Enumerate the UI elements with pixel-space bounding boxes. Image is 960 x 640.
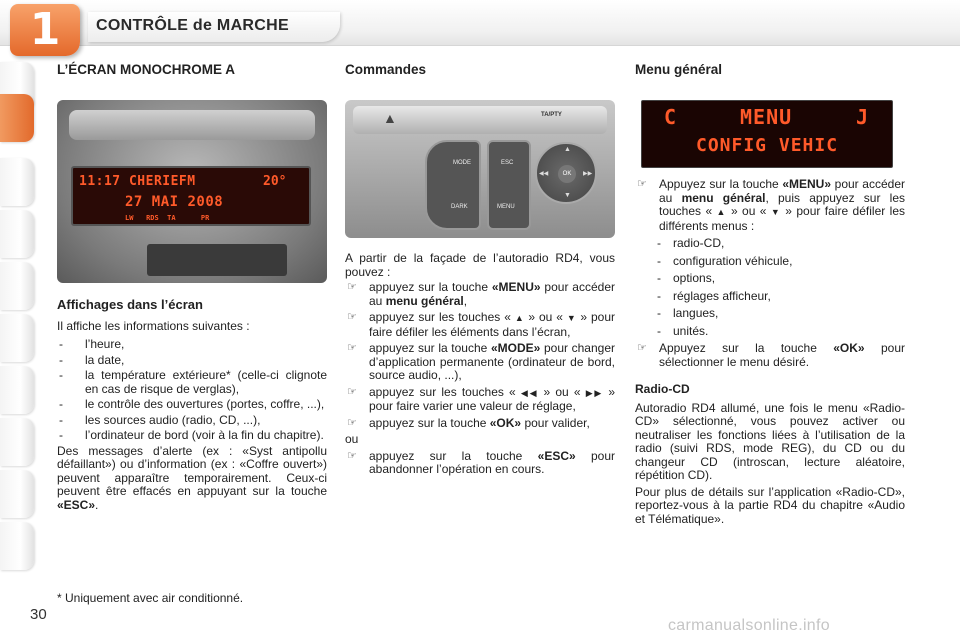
menus-list xyxy=(657,237,905,338)
menu-lcd-right-bracket: J xyxy=(856,105,869,129)
menu-instructions xyxy=(635,178,905,233)
radio-cd-paragraph-1: Autoradio RD4 allumé, une fois le menu «Radio-CD» sélectionné, vous pouvez activer ou neutraliser les fonctions liées à l’utilisation de la radio (suivi RDS, mode REG), du CD ou du changeur CD (introscan, lecture aléatoire, répétition CD). xyxy=(635,400,905,482)
list-item: ☞ Appuyez sur la touche «OK» pour sélectionner le menu désiré. xyxy=(637,341,906,369)
dashboard-trim xyxy=(69,110,315,140)
column-2-text xyxy=(345,252,615,480)
list-item: - réglages afficheur, xyxy=(657,290,905,304)
menu-button[interactable]: MENU xyxy=(497,204,515,210)
side-tab-6[interactable] xyxy=(0,366,34,414)
mode-button[interactable]: MODE xyxy=(453,160,471,166)
down-arrow-icon: ▼ xyxy=(770,207,781,217)
side-tab-8[interactable] xyxy=(0,470,34,518)
hazard-icon[interactable]: ▲ xyxy=(383,110,397,126)
or-separator: ou xyxy=(345,432,359,446)
commands-heading: Commandes xyxy=(345,62,427,77)
list-item: ☞ appuyez sur la touche «MENU» pour accéder au menu général, xyxy=(347,280,615,308)
ok-button[interactable]: OK xyxy=(558,165,576,183)
up-arrow-icon[interactable]: ▲ xyxy=(564,146,571,153)
list-item: - la date, xyxy=(57,354,327,368)
side-tab-7[interactable] xyxy=(0,418,34,466)
middle-button-group xyxy=(487,140,531,230)
list-item: ☞ appuyez sur la touche «ESC» pour abandonner l’opération en cours. xyxy=(347,448,615,476)
menu-lcd-left-bracket: C xyxy=(664,105,677,129)
menu-lcd-item: CONFIG VEHIC xyxy=(696,135,839,156)
lcd-line-1-left: 11:17 CHERIEFM xyxy=(79,174,196,189)
rewind-icon[interactable]: ◀◀ xyxy=(539,171,549,177)
commands-list-last xyxy=(345,450,615,477)
forward-icon: ▶▶ xyxy=(585,387,604,398)
list-item: ☞ Appuyez sur la touche «MENU» pour accéder au menu général, puis appuyez sur les touches « ▲ » ou « ▼ » pour faire défiler les différents menus : xyxy=(637,177,906,233)
down-arrow-icon: ▼ xyxy=(566,313,577,323)
up-arrow-icon: ▲ xyxy=(514,313,525,323)
menu-lcd-screen xyxy=(641,100,893,168)
column-1-text xyxy=(57,298,327,512)
dark-button[interactable]: DARK xyxy=(451,204,468,210)
list-item: - l’ordinateur de bord (voir à la fin du chapitre). xyxy=(57,429,327,443)
list-item: - le contrôle des ouvertures (portes, coffre, ...), xyxy=(57,398,327,412)
menu-select-instruction xyxy=(635,342,905,369)
down-arrow-icon[interactable]: ▼ xyxy=(564,192,571,199)
monochrome-lcd-screen xyxy=(71,166,311,226)
display-info-intro: Il affiche les informations suivantes : xyxy=(57,318,250,333)
page-title: CONTRÔLE de MARCHE xyxy=(96,17,289,34)
main-menu-heading: Menu général xyxy=(635,62,723,77)
pointing-hand-icon: ☞ xyxy=(347,385,357,398)
pointing-hand-icon: ☞ xyxy=(347,311,357,323)
rewind-icon: ◀◀ xyxy=(520,387,539,398)
footnote: * Uniquement avec air conditionné. xyxy=(57,591,244,605)
side-tab-3[interactable] xyxy=(0,210,34,258)
list-item: - l’heure, xyxy=(57,338,327,352)
pointing-hand-icon: ☞ xyxy=(637,342,647,354)
lcd-line-1-right: 20° xyxy=(263,174,287,189)
pointing-hand-icon: ☞ xyxy=(637,178,647,190)
list-item: - la température extérieure* (celle-ci clignote en cas de risque de verglas), xyxy=(57,369,327,396)
pointing-hand-icon: ☞ xyxy=(347,342,357,354)
list-item: ☞ appuyez sur les touches « ◀◀ » ou « ▶▶ » pour faire varier une valeur de réglage, xyxy=(347,384,616,413)
forward-icon[interactable]: ▶▶ xyxy=(583,171,593,177)
left-button-group xyxy=(425,140,481,230)
lcd-line-2: 27 MAI 2008 xyxy=(125,194,224,210)
side-tab-5[interactable] xyxy=(0,314,34,362)
side-tab-4[interactable] xyxy=(0,262,34,310)
radio-cd-heading: Radio-CD xyxy=(635,382,690,396)
menu-lcd-title: MENU xyxy=(740,105,793,129)
alert-messages-note: Des messages d’alerte (ex : «Syst antipollu défaillant») ou d’information (ex : «Coffre ouvert») peuvent apparaître temporairement. Ceux-ci peuvent être effacés en appuyant sur la touche «ESC». xyxy=(57,443,327,512)
display-lower-slot xyxy=(147,244,287,276)
side-tab-active[interactable] xyxy=(0,94,34,142)
list-item: - configuration véhicule, xyxy=(657,255,905,269)
list-item: - les sources audio (radio, CD, ...), xyxy=(57,414,327,428)
pointing-hand-icon: ☞ xyxy=(347,449,357,462)
pointing-hand-icon: ☞ xyxy=(347,416,357,429)
ta-pty-button-label[interactable]: TA/PTY xyxy=(541,112,562,118)
monochrome-display-photo xyxy=(57,100,327,283)
commands-intro: A partir de la façade de l’autoradio RD4, vous pouvez : xyxy=(345,251,615,279)
chapter-number-badge: 1 xyxy=(10,4,80,56)
display-info-subheading: Affichages dans l’écran xyxy=(57,297,203,312)
list-item: - langues, xyxy=(657,307,905,321)
navigation-pad[interactable] xyxy=(535,142,597,204)
list-item: - options, xyxy=(657,272,905,286)
side-tab-2[interactable] xyxy=(0,158,34,206)
radio-control-panel-photo xyxy=(345,100,615,238)
watermark: carmanualsonline.info xyxy=(668,617,830,634)
list-item: - radio-CD, xyxy=(657,237,905,251)
lcd-indicator-labels: LW RDS TA PR xyxy=(125,214,210,222)
list-item: ☞ appuyez sur les touches « ▲ » ou « ▼ » pour faire défiler les éléments dans l’écran, xyxy=(347,310,615,339)
monochrome-screen-heading: L’ÉCRAN MONOCHROME A xyxy=(57,62,235,77)
list-item: ☞ appuyez sur la touche «OK» pour valider, xyxy=(347,415,590,430)
page-number: 30 xyxy=(30,606,47,623)
commands-list xyxy=(345,281,615,430)
esc-button[interactable]: ESC xyxy=(501,160,514,166)
radio-cd-paragraph-2: Pour plus de détails sur l’application «Radio-CD», reportez-vous à la partie RD4 du chapitre «Audio et Télématique». xyxy=(635,484,905,526)
up-arrow-icon: ▲ xyxy=(716,207,727,217)
list-item: ☞ appuyez sur la touche «MODE» pour changer d’application permanente (ordinateur de bord, source audio, ...), xyxy=(347,341,615,382)
list-item: - unités. xyxy=(657,325,905,339)
side-tab-9[interactable] xyxy=(0,522,34,570)
pointing-hand-icon: ☞ xyxy=(347,281,357,293)
display-info-list xyxy=(57,338,327,443)
column-3-text xyxy=(635,178,905,526)
